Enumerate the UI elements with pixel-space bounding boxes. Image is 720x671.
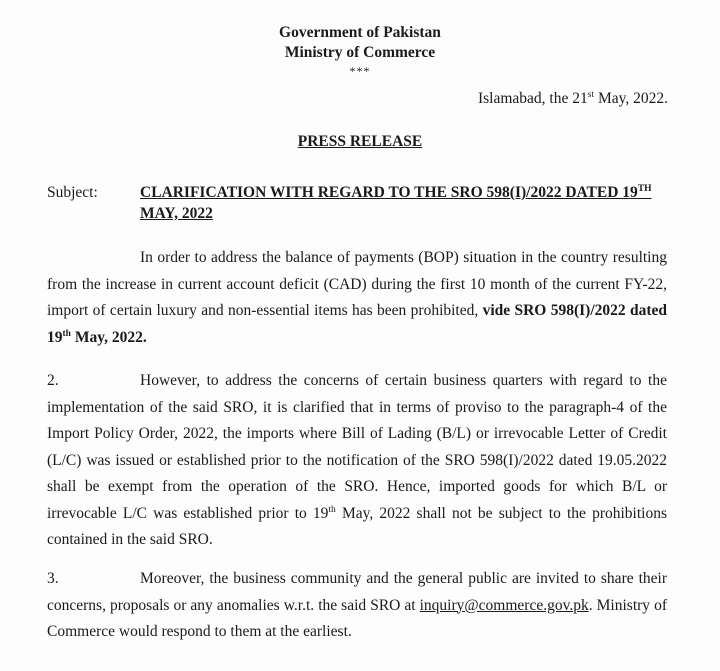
subject-text (140, 182, 680, 224)
para3-text-a: Moreover, the business community and the general public are invited to share their concerns, proposals or any anomalies w.r.t. the said SRO at (47, 570, 667, 614)
para1-bold-text: vide SRO 598(I)/2022 dated 19 (47, 302, 668, 346)
para3-number: 3. (47, 570, 59, 587)
dateline-suffix: May, 2022. (594, 90, 668, 107)
para1-bold-sup: th (62, 328, 71, 339)
para2-number: 2. (47, 372, 59, 389)
dateline-sup: st (587, 89, 595, 100)
para2-text-b: May, 2022 shall not be subject to the prohibitions contained in the said SRO. (47, 504, 667, 548)
para2-sup: th (328, 504, 336, 515)
subject-sup: TH (637, 183, 652, 194)
subject-part1: CLARIFICATION WITH REGARD TO THE SRO 598(I)/2022 DATED 19 (140, 184, 638, 201)
header-government: Government of Pakistan (279, 24, 441, 41)
dateline (478, 90, 668, 108)
para3-text-b: . Ministry of Commerce would respond to them at the earliest. (47, 596, 667, 640)
para1-bold-end: May, 2022. (70, 328, 147, 346)
header-ministry: Ministry of Commerce (284, 44, 436, 61)
paragraph-1 (47, 245, 667, 351)
para1-text: In order to address the balance of payments (BOP) situation in the country resulting from the increase in current account deficit (CAD) during the first 10 month of the current FY-22, import of certain luxury and non-essential items has been prohibited, (47, 249, 667, 319)
email-link[interactable]: inquiry@commerce.gov.pk (419, 596, 589, 614)
page-title: PRESS RELEASE (297, 133, 423, 150)
paragraph-2 (47, 368, 667, 554)
dateline-prefix: Islamabad, the 21 (477, 90, 588, 107)
para2-text-a: However, to address the concerns of certain business quarters with regard to the implementation of the said SRO, it is clarified that in terms of proviso to the paragraph-4 of the Import Policy Order, 2022, the imports where Bill of Lading (B/L) or irrevocable Letter of Credit (L/C) was issued or established prior to the notification of the SRO 598(I)/2022 dated 19.05.2022 shall be exempt from the operation of the SRO. Hence, imported goods for which B/L or irrevocable L/C was established prior to 19 (47, 372, 667, 522)
paragraph-3 (47, 566, 667, 646)
subject-label: Subject: (47, 184, 98, 201)
header-stars: *** (349, 64, 371, 78)
subject-part2: MAY, 2022 (140, 205, 213, 222)
